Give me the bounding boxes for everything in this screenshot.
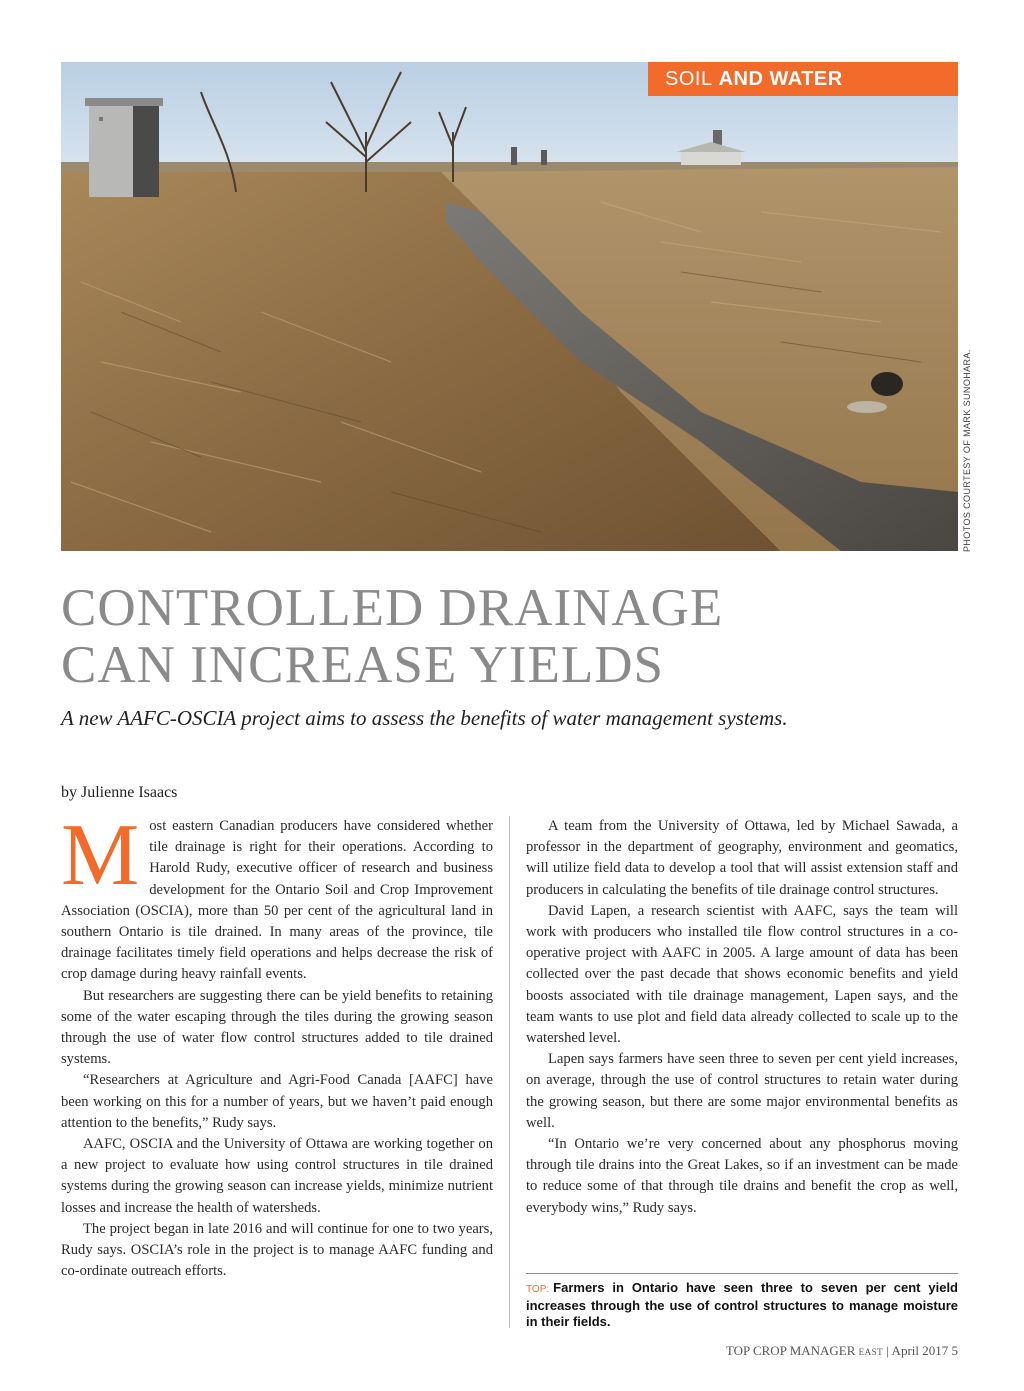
paragraph: “Researchers at Agriculture and Agri-Food Canada [AAFC] have been working on this for a number of years, but we haven’t paid enough attention to the benefits,” Rudy says. — [61, 1072, 493, 1131]
section-label-soil: SOIL — [665, 67, 713, 90]
photo-caption — [526, 1280, 958, 1330]
caption-label: TOP: — [526, 1284, 550, 1295]
paragraph: David Lapen, a research scientist with AAFC, says the team will work with producers who installed tile flow control structures in a co-operative project with AAFC in 2005. A large amount of data has been collected over the past decade that shows economic benefits and yield boosts associated with tile drainage management, Lapen says, and the team wants to use plot and field data already collected to scale up to the watershed level. — [526, 902, 958, 1047]
paragraph: A team from the University of Ottawa, led by Michael Sawada, a professor in the department of geography, environment and geomatics, will utilize field data to develop a tool that will assist extension staff and producers in calculating the benefits of tile drainage control structures. — [526, 818, 958, 898]
headline-line-2: CAN INCREASE YIELDS — [61, 636, 664, 694]
drop-cap: M — [61, 807, 140, 904]
issue-date: | April 2017 — [886, 1343, 949, 1358]
paragraph — [61, 807, 493, 986]
caption-rule — [526, 1273, 958, 1274]
photo-credit: PHOTOS COURTESY OF MARK SUNOHARA. — [962, 349, 972, 552]
paragraph: AAFC, OSCIA and the University of Ottawa are working together on a new project to evaluate how using control structures in tile drained systems during the growing season can increase yields, minimize nutrient losses and increase the health of watersheds. — [61, 1136, 493, 1216]
hero-photo — [61, 62, 958, 551]
caption-text: Farmers in Ontario have seen three to seven per cent yield increases through the use of control structures to manage moisture in their fields. — [526, 1280, 958, 1329]
headline-line-1: CONTROLLED DRAINAGE — [61, 579, 724, 637]
paragraph: Lapen says farmers have seen three to seven per cent yield increases, on average, through the use of control structures to retain water during the growing season, but there are some major environmental benefits as well. — [526, 1051, 958, 1131]
section-banner — [648, 62, 958, 96]
page-footer — [726, 1343, 958, 1359]
subhead: A new AAFC-OSCIA project aims to assess the benefits of water management systems. — [61, 706, 788, 730]
page-number: 5 — [951, 1343, 958, 1358]
paragraph: The project began in late 2016 and will continue for one to two years, Rudy says. OSCIA’s role in the project is to manage AAFC funding and co-ordinate outreach efforts. — [61, 1220, 493, 1280]
article-column-2 — [526, 816, 958, 1219]
article-column-1 — [61, 807, 493, 1282]
paragraph-text: ost eastern Canadian producers have considered whether tile drainage is right for their operations. According to Harold Rudy, executive officer of research and business development for the Ontario Soil and Crop Improvement Association (OSCIA), more than 50 per cent of the agricultural land in southern Ontario is tile drained. In many areas of the province, tile drainage facilitates timely field operations and helps decrease the risk of crop damage during heavy rainfall events. — [61, 818, 493, 983]
magazine-name: TOP CROP MANAGER — [725, 1343, 856, 1358]
byline: by Julienne Isaacs — [61, 784, 178, 801]
section-label-and-water: AND WATER — [718, 67, 843, 90]
edition-label: EAST — [858, 1347, 884, 1357]
paragraph: But researchers are suggesting there can be yield benefits to retaining some of the water escaping through the tiles during the growing season through the use of water flow control structures added to tile drained systems. — [61, 987, 493, 1068]
headline — [61, 580, 961, 694]
paragraph: “In Ontario we’re very concerned about any phosphorus moving through tile drains into the Great Lakes, so if an investment can be made to reduce some of that through tile drains and benefit the crop as well, everybody wins,” Rudy says. — [526, 1136, 958, 1216]
column-divider — [509, 816, 510, 1328]
